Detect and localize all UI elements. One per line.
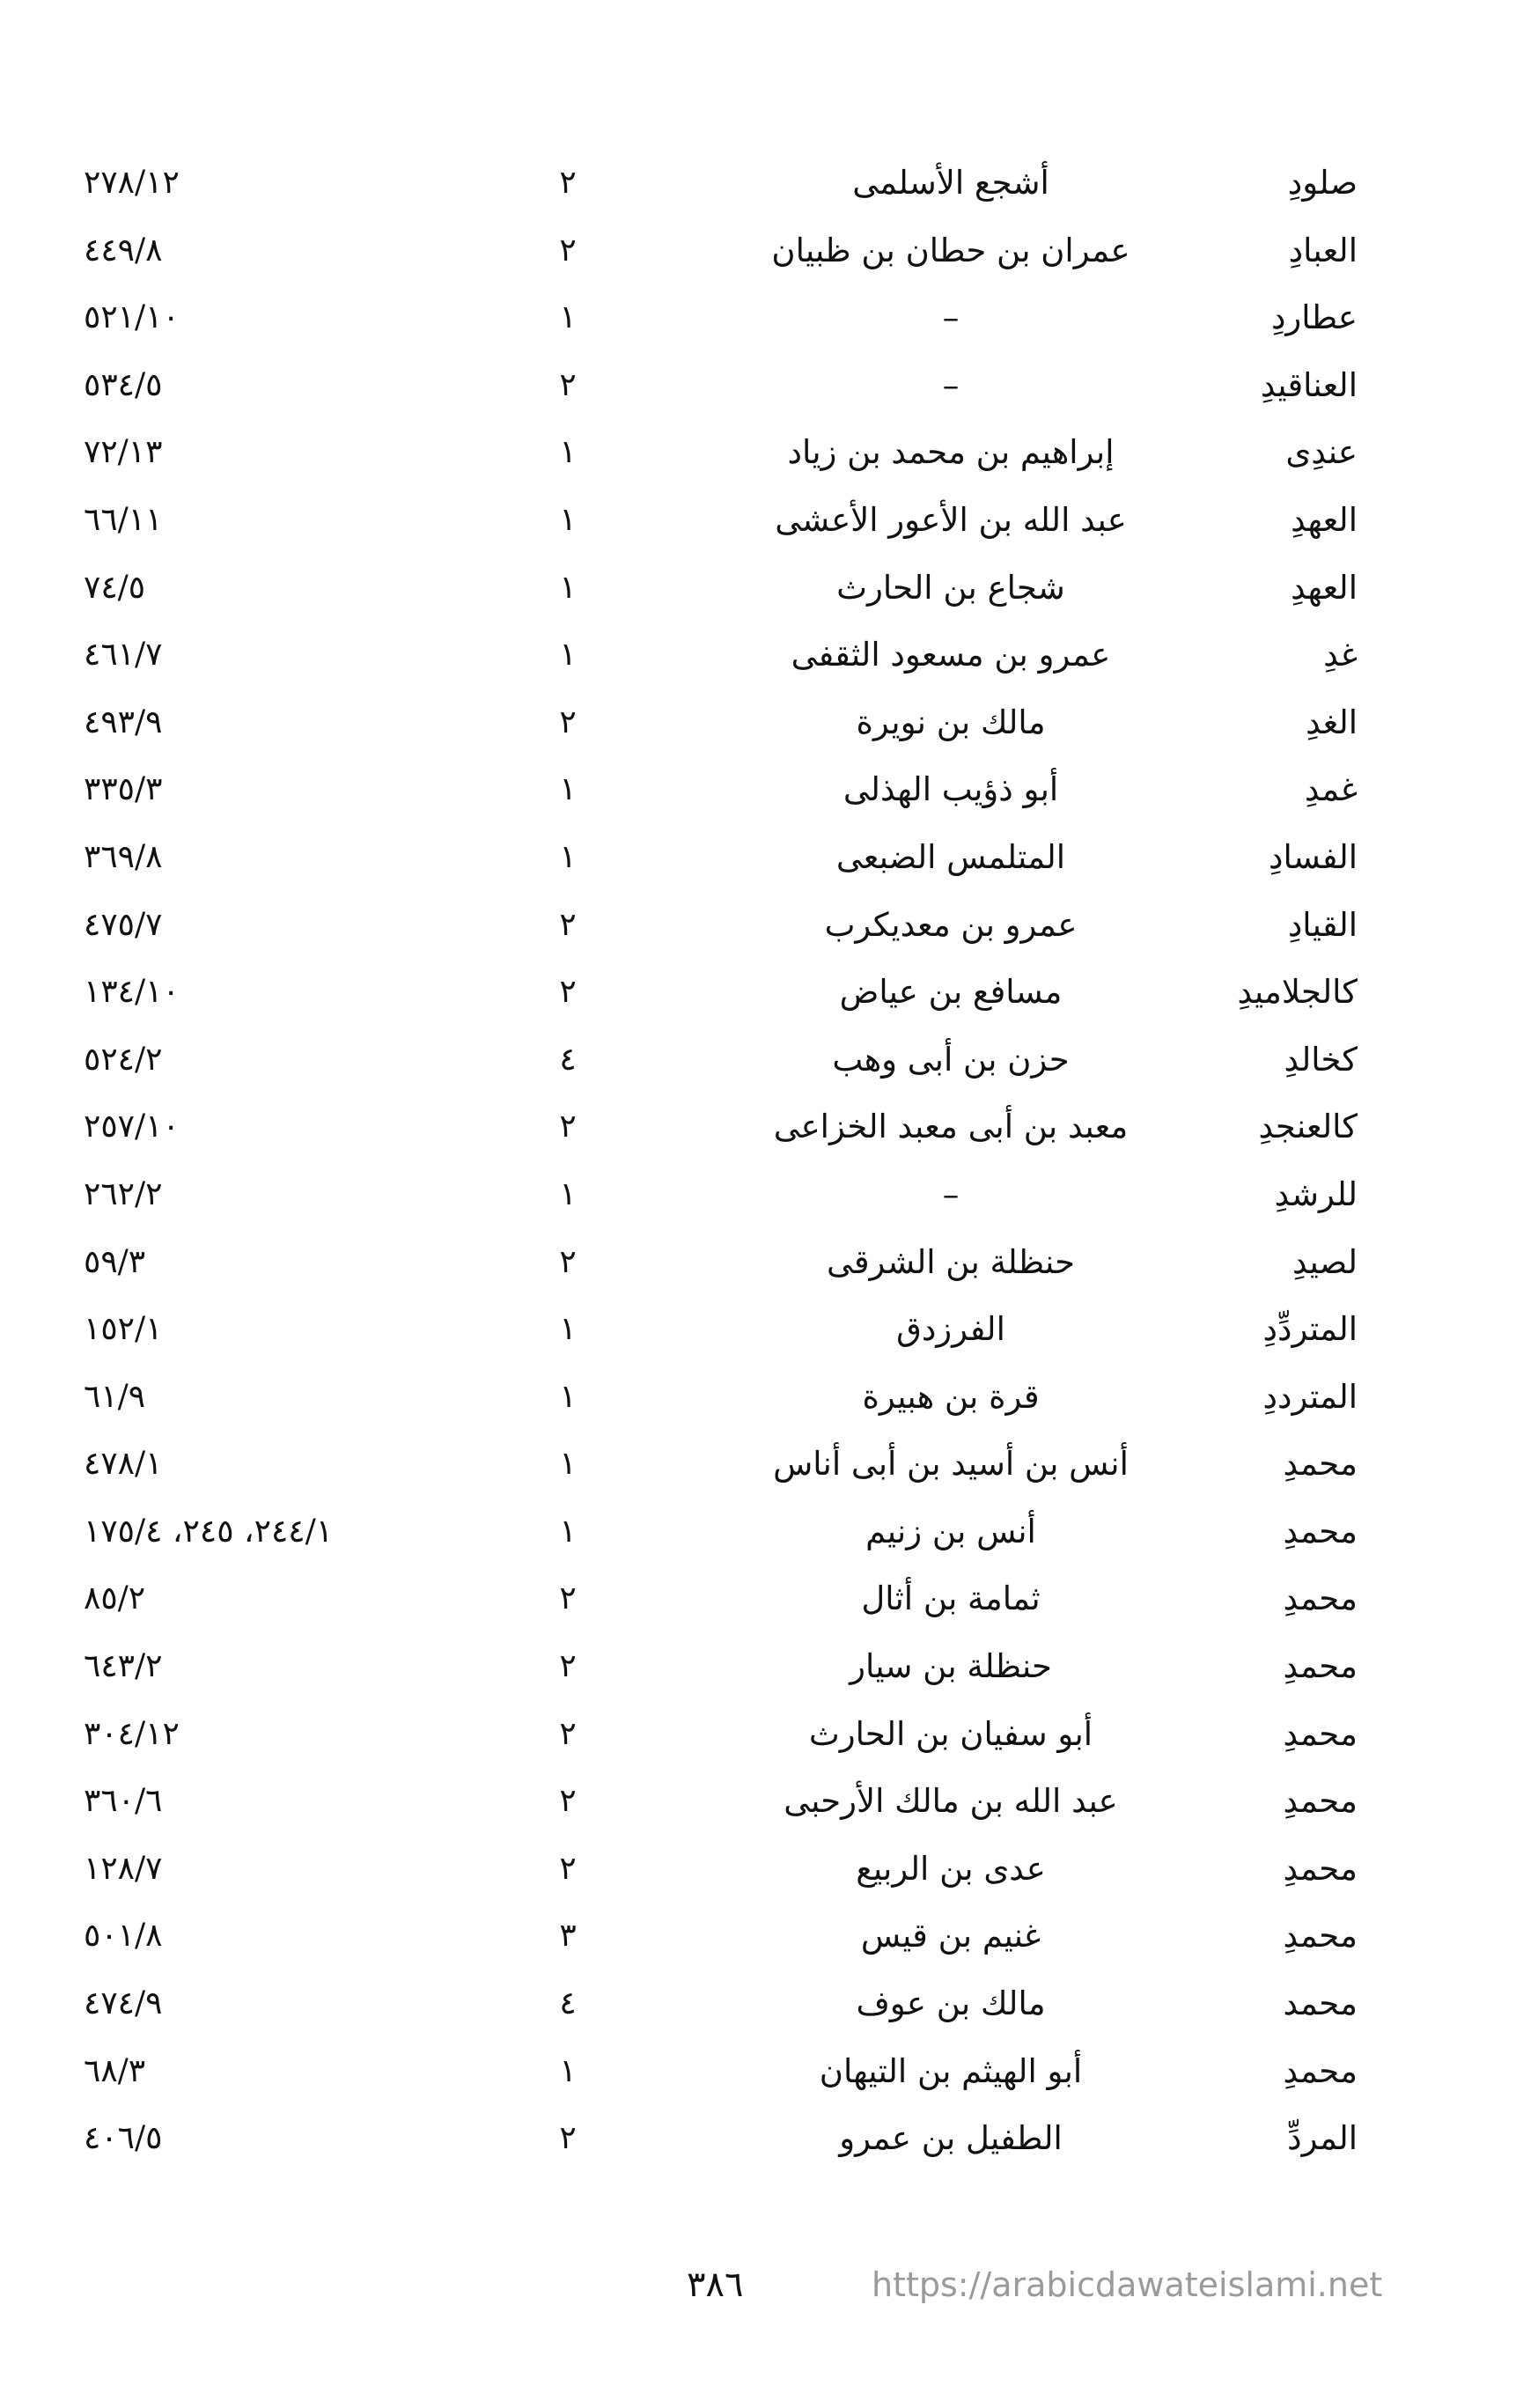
poet-cell bbox=[678, 1768, 1224, 1836]
rhyme-cell bbox=[1217, 1836, 1358, 1904]
rhyme-cell-text: المردِّ bbox=[1287, 2119, 1358, 2158]
verse-count-cell-text: ٢ bbox=[559, 1783, 577, 1820]
verse-count-cell-text: ٢ bbox=[559, 1648, 577, 1685]
rhyme-cell bbox=[1217, 892, 1358, 960]
poet-cell-text: المتلمس الضبعى bbox=[835, 837, 1066, 876]
poet-cell-text: قرة بن هبيرة bbox=[862, 1377, 1040, 1416]
verse-count-cell-text: ٣ bbox=[559, 1918, 577, 1955]
verse-count-cell-text: ٢ bbox=[559, 232, 577, 269]
poet-cell-text: الطفيل بن عمرو bbox=[839, 2119, 1063, 2158]
reference-cell-text: ٤٩٣/٩ bbox=[84, 703, 163, 740]
rhyme-cell bbox=[1217, 1161, 1358, 1229]
reference-cell-text: ٤٤٩/٨ bbox=[84, 232, 163, 269]
table-row bbox=[0, 1970, 1538, 2038]
reference-cell bbox=[84, 1296, 471, 1364]
poet-cell-text: معبد بن أبى معبد الخزاعى bbox=[773, 1108, 1129, 1146]
verse-count-cell-text: ٢ bbox=[559, 165, 577, 201]
table-row bbox=[0, 284, 1538, 352]
table-row bbox=[0, 1027, 1538, 1094]
reference-cell bbox=[84, 689, 471, 757]
reference-cell bbox=[84, 352, 471, 420]
table-row bbox=[0, 1768, 1538, 1836]
rhyme-cell-text: محمدِ bbox=[1283, 1445, 1358, 1484]
reference-cell-text: ٢٧٨/١٢ bbox=[84, 165, 180, 201]
poet-cell bbox=[678, 1094, 1224, 1161]
poet-cell bbox=[678, 1027, 1224, 1094]
verse-count-cell bbox=[528, 1229, 607, 1297]
table-row bbox=[0, 2038, 1538, 2106]
rhyme-cell-text: العبادِ bbox=[1288, 231, 1358, 269]
rhyme-cell-text: محمدِ bbox=[1283, 1849, 1358, 1888]
poet-cell bbox=[678, 1633, 1224, 1701]
poet-cell bbox=[678, 1970, 1224, 2038]
poet-cell-text: أبو ذؤيب الهذلى bbox=[843, 770, 1059, 809]
rhyme-cell-text: كالجلاميدِ bbox=[1237, 973, 1358, 1012]
poet-cell bbox=[678, 1836, 1224, 1904]
verse-count-cell bbox=[528, 419, 607, 487]
table-row bbox=[0, 555, 1538, 622]
reference-cell-text: ٥٣٤/٥ bbox=[84, 366, 163, 403]
verse-count-cell-text: ١ bbox=[559, 1311, 577, 1348]
poet-cell-text: الفرزدق bbox=[896, 1310, 1005, 1349]
table-row bbox=[0, 1094, 1538, 1161]
poet-cell-text: أنس بن أسيد بن أبى أناس bbox=[773, 1445, 1129, 1484]
rhyme-cell-text: لصيدِ bbox=[1292, 1242, 1358, 1281]
poet-cell-text: – bbox=[942, 365, 960, 404]
verse-count-cell-text: ٢ bbox=[559, 703, 577, 740]
reference-cell-text: ١٥٢/١ bbox=[84, 1311, 163, 1348]
reference-cell-text: ٥٠١/٨ bbox=[84, 1918, 163, 1955]
reference-cell-text: ٦٤٣/٢ bbox=[84, 1648, 163, 1685]
reference-cell-text: ١٣٤/١٠ bbox=[84, 974, 180, 1011]
poet-cell-text: عبد الله بن مالك الأرحبى bbox=[784, 1782, 1118, 1821]
poet-cell bbox=[678, 419, 1224, 487]
reference-cell bbox=[84, 1903, 471, 1970]
verse-count-cell-text: ٤ bbox=[559, 1041, 577, 1078]
verse-count-cell bbox=[528, 2105, 607, 2173]
reference-cell-text: ٥٢٤/٢ bbox=[84, 1041, 163, 1078]
rhyme-cell-text: محمدِ bbox=[1283, 1917, 1358, 1955]
reference-cell bbox=[84, 1094, 471, 1161]
verse-count-cell bbox=[528, 1499, 607, 1566]
poet-cell bbox=[678, 689, 1224, 757]
table-row bbox=[0, 150, 1538, 217]
poet-cell bbox=[678, 1296, 1224, 1364]
rhyme-cell-text: محمد bbox=[1283, 1985, 1358, 2023]
poet-cell bbox=[678, 622, 1224, 689]
rhyme-cell bbox=[1217, 1565, 1358, 1633]
verse-count-cell-text: ٢ bbox=[559, 1850, 577, 1887]
verse-count-cell-text: ٢ bbox=[559, 974, 577, 1011]
poet-cell-text: مسافع بن عياض bbox=[839, 973, 1063, 1012]
rhyme-cell-text: محمدِ bbox=[1283, 1580, 1358, 1618]
verse-count-cell-text: ١ bbox=[559, 1446, 577, 1483]
verse-count-cell-text: ١ bbox=[559, 1513, 577, 1550]
verse-count-cell bbox=[528, 1701, 607, 1769]
poet-cell bbox=[678, 1565, 1224, 1633]
reference-cell bbox=[84, 487, 471, 555]
poet-cell bbox=[678, 2038, 1224, 2106]
poet-cell bbox=[678, 1431, 1224, 1499]
table-row bbox=[0, 1701, 1538, 1769]
rhyme-cell bbox=[1217, 1499, 1358, 1566]
table-row bbox=[0, 892, 1538, 960]
watermark-url: https://arabicdawateislami.net bbox=[872, 2265, 1383, 2304]
poet-cell-text: أنس بن زنيم bbox=[865, 1512, 1036, 1550]
reference-cell-text: ٣٣٥/٣ bbox=[84, 771, 163, 808]
poet-cell-text: حنظلة بن الشرقى bbox=[827, 1242, 1075, 1281]
table-row bbox=[0, 689, 1538, 757]
poet-cell-text: إبراهيم بن محمد بن زياد bbox=[787, 433, 1115, 472]
rhyme-cell bbox=[1217, 1229, 1358, 1297]
poet-cell-text: شجاع بن الحارث bbox=[836, 568, 1065, 607]
table-row bbox=[0, 756, 1538, 824]
verse-count-cell bbox=[528, 150, 607, 217]
verse-count-cell-text: ١ bbox=[559, 637, 577, 674]
poet-cell-text: أشجع الأسلمى bbox=[852, 164, 1049, 202]
poet-cell-text: أبو سفيان بن الحارث bbox=[808, 1714, 1093, 1753]
verse-count-cell-text: ١ bbox=[559, 1175, 577, 1212]
rhyme-cell-text: محمدِ bbox=[1283, 1714, 1358, 1753]
poet-cell-text: ثمامة بن أثال bbox=[861, 1580, 1041, 1618]
table-row bbox=[0, 419, 1538, 487]
verse-count-cell bbox=[528, 1364, 607, 1432]
rhyme-cell bbox=[1217, 756, 1358, 824]
poet-cell-text: غنيم بن قيس bbox=[860, 1917, 1041, 1955]
reference-cell-text: ٧٢/١٣ bbox=[84, 434, 163, 471]
poet-cell bbox=[678, 1364, 1224, 1432]
page-footer bbox=[0, 2254, 1538, 2316]
rhyme-cell-text: محمدِ bbox=[1283, 1512, 1358, 1550]
reference-cell bbox=[84, 1027, 471, 1094]
rhyme-cell bbox=[1217, 352, 1358, 420]
reference-cell-text: ١٢٨/٧ bbox=[84, 1850, 163, 1887]
reference-cell bbox=[84, 1229, 471, 1297]
verse-count-cell-text: ٤ bbox=[559, 1985, 577, 2022]
poet-cell-text: عدى بن الربيع bbox=[856, 1849, 1046, 1888]
poet-cell bbox=[678, 1701, 1224, 1769]
table-row bbox=[0, 1296, 1538, 1364]
reference-cell-text: ٦٦/١١ bbox=[84, 501, 163, 538]
poet-cell bbox=[678, 555, 1224, 622]
table-row bbox=[0, 1161, 1538, 1229]
verse-count-cell-text: ٢ bbox=[559, 2120, 577, 2157]
verse-count-cell-text: ١ bbox=[559, 434, 577, 471]
reference-cell-text: ٦١/٩ bbox=[84, 1378, 146, 1415]
reference-cell-text: ٤٦١/٧ bbox=[84, 637, 163, 674]
rhyme-cell bbox=[1217, 2038, 1358, 2106]
verse-count-cell-text: ١ bbox=[559, 838, 577, 875]
rhyme-cell bbox=[1217, 1903, 1358, 1970]
poet-cell bbox=[678, 892, 1224, 960]
reference-cell bbox=[84, 555, 471, 622]
table-row bbox=[0, 1633, 1538, 1701]
rhyme-cell bbox=[1217, 419, 1358, 487]
rhyme-cell bbox=[1217, 1296, 1358, 1364]
table-row bbox=[0, 622, 1538, 689]
verse-count-cell bbox=[528, 1768, 607, 1836]
verse-count-cell-text: ١ bbox=[559, 2052, 577, 2089]
verse-count-cell bbox=[528, 487, 607, 555]
reference-cell-text: ٣٦٠/٦ bbox=[84, 1783, 163, 1820]
table-row bbox=[0, 487, 1538, 555]
verse-count-cell-text: ٢ bbox=[559, 906, 577, 943]
verse-count-cell bbox=[528, 689, 607, 757]
verse-count-cell bbox=[528, 1094, 607, 1161]
verse-count-cell bbox=[528, 1903, 607, 1970]
verse-count-cell bbox=[528, 2038, 607, 2106]
rhyme-cell bbox=[1217, 622, 1358, 689]
verse-count-cell-text: ١ bbox=[559, 501, 577, 538]
verse-count-cell bbox=[528, 1161, 607, 1229]
reference-cell bbox=[84, 1768, 471, 1836]
reference-cell-text: ٥٩/٣ bbox=[84, 1243, 146, 1280]
verse-count-cell bbox=[528, 959, 607, 1027]
verse-count-cell-text: ٢ bbox=[559, 1243, 577, 1280]
table-row bbox=[0, 824, 1538, 892]
verse-count-cell-text: ١ bbox=[559, 771, 577, 808]
rhyme-cell bbox=[1217, 1094, 1358, 1161]
verse-count-cell bbox=[528, 892, 607, 960]
reference-cell-text: ٢٦٢/٢ bbox=[84, 1175, 163, 1212]
reference-cell bbox=[84, 824, 471, 892]
rhyme-cell-text: الفسادِ bbox=[1268, 837, 1358, 876]
verse-count-cell bbox=[528, 1027, 607, 1094]
poet-cell-text: أبو الهيثم بن التيهان bbox=[819, 2051, 1083, 2090]
verse-count-cell bbox=[528, 1431, 607, 1499]
table-row bbox=[0, 2105, 1538, 2173]
rhyme-cell-text: محمدِ bbox=[1283, 2051, 1358, 2090]
table-row bbox=[0, 352, 1538, 420]
reference-cell-text: ٥٢١/١٠ bbox=[84, 299, 180, 336]
rhyme-cell bbox=[1217, 824, 1358, 892]
poet-cell bbox=[678, 1903, 1224, 1970]
poet-cell bbox=[678, 959, 1224, 1027]
poet-cell-text: حزن بن أبى وهب bbox=[832, 1040, 1070, 1079]
verse-count-cell-text: ١ bbox=[559, 299, 577, 336]
reference-cell-text: ٢٥٧/١٠ bbox=[84, 1108, 180, 1145]
reference-cell bbox=[84, 419, 471, 487]
verse-count-cell bbox=[528, 1633, 607, 1701]
rhyme-cell-text: المترددِ bbox=[1262, 1377, 1358, 1416]
poet-cell-text: – bbox=[942, 1175, 960, 1213]
reference-cell bbox=[84, 892, 471, 960]
poet-cell bbox=[678, 824, 1224, 892]
verse-count-cell bbox=[528, 352, 607, 420]
reference-cell bbox=[84, 217, 471, 285]
rhyme-cell bbox=[1217, 1768, 1358, 1836]
rhyme-cell bbox=[1217, 555, 1358, 622]
reference-cell-text: ٦٨/٣ bbox=[84, 2052, 146, 2089]
rhyme-cell bbox=[1217, 150, 1358, 217]
rhyme-cell bbox=[1217, 1364, 1358, 1432]
rhyme-cell-text: للرشدِ bbox=[1274, 1175, 1358, 1213]
rhyme-cell-text: غدِ bbox=[1323, 636, 1358, 674]
poet-cell-text: عبد الله بن الأعور الأعشى bbox=[775, 500, 1127, 539]
rhyme-cell-text: عطاردِ bbox=[1270, 298, 1358, 337]
verse-count-cell-text: ٢ bbox=[559, 1715, 577, 1752]
poet-cell-text: مالك بن عوف bbox=[856, 1985, 1046, 2023]
reference-cell bbox=[84, 622, 471, 689]
rhyme-cell bbox=[1217, 1633, 1358, 1701]
poet-cell-text: عمران بن حطان بن ظبيان bbox=[771, 231, 1130, 269]
rhyme-cell-text: عندِى bbox=[1285, 433, 1358, 472]
poet-cell bbox=[678, 487, 1224, 555]
poet-cell-text: – bbox=[942, 298, 960, 337]
reference-cell bbox=[84, 959, 471, 1027]
rhyme-cell bbox=[1217, 959, 1358, 1027]
reference-cell bbox=[84, 756, 471, 824]
table-row bbox=[0, 1499, 1538, 1566]
verse-count-cell-text: ١ bbox=[559, 569, 577, 606]
verse-count-cell bbox=[528, 284, 607, 352]
poet-cell bbox=[678, 1499, 1224, 1566]
reference-cell bbox=[84, 1565, 471, 1633]
rhyme-cell bbox=[1217, 1027, 1358, 1094]
reference-cell bbox=[84, 1633, 471, 1701]
reference-cell bbox=[84, 2038, 471, 2106]
poet-cell-text: حنظلة بن سيار bbox=[850, 1647, 1052, 1686]
poet-cell-text: عمرو بن مسعود الثقفى bbox=[791, 636, 1111, 674]
verse-count-cell bbox=[528, 555, 607, 622]
reference-cell-text: ٤٠٦/٥ bbox=[84, 2120, 163, 2157]
verse-count-cell-text: ٢ bbox=[559, 366, 577, 403]
poet-cell bbox=[678, 217, 1224, 285]
rhyme-cell-text: كالعنجدِ bbox=[1258, 1108, 1358, 1146]
reference-cell bbox=[84, 1161, 471, 1229]
reference-cell-text: ٣٠٤/١٢ bbox=[84, 1715, 180, 1752]
rhyme-cell bbox=[1217, 689, 1358, 757]
reference-cell-text: ٧٤/٥ bbox=[84, 569, 146, 606]
reference-cell-text: ٣٦٩/٨ bbox=[84, 838, 163, 875]
verse-count-cell bbox=[528, 1836, 607, 1904]
poet-cell bbox=[678, 1161, 1224, 1229]
poet-cell bbox=[678, 756, 1224, 824]
reference-cell-text: ٤٧٤/٩ bbox=[84, 1985, 163, 2022]
poet-cell bbox=[678, 1229, 1224, 1297]
rhyme-cell-text: الغدِ bbox=[1306, 703, 1358, 741]
rhyme-cell-text: كخالدِ bbox=[1284, 1040, 1358, 1079]
table-row bbox=[0, 1565, 1538, 1633]
reference-cell bbox=[84, 1431, 471, 1499]
poet-cell bbox=[678, 150, 1224, 217]
verse-count-cell-text: ١ bbox=[559, 1378, 577, 1415]
rhyme-cell-text: محمدِ bbox=[1283, 1782, 1358, 1821]
poet-cell bbox=[678, 2105, 1224, 2173]
rhyme-cell-text: العناقيدِ bbox=[1260, 365, 1358, 404]
rhyme-cell-text: محمدِ bbox=[1283, 1647, 1358, 1686]
poet-cell bbox=[678, 352, 1224, 420]
rhyme-cell-text: القيادِ bbox=[1287, 905, 1358, 944]
table-row bbox=[0, 1836, 1538, 1904]
table-row bbox=[0, 217, 1538, 285]
rhyme-cell-text: العهدِ bbox=[1291, 568, 1358, 607]
reference-cell-text: ٨٥/٢ bbox=[84, 1580, 146, 1617]
reference-cell-text: ٤٧٥/٧ bbox=[84, 906, 163, 943]
table-row bbox=[0, 959, 1538, 1027]
verse-count-cell bbox=[528, 1565, 607, 1633]
rhyme-cell-text: العهدِ bbox=[1291, 500, 1358, 539]
reference-cell bbox=[84, 1499, 471, 1566]
verse-count-cell bbox=[528, 756, 607, 824]
verse-count-cell-text: ٢ bbox=[559, 1108, 577, 1145]
rhyme-cell bbox=[1217, 284, 1358, 352]
reference-cell bbox=[84, 1970, 471, 2038]
rhyme-cell bbox=[1217, 1970, 1358, 2038]
verse-count-cell bbox=[528, 824, 607, 892]
reference-cell bbox=[84, 150, 471, 217]
rhyme-cell-text: غمدِ bbox=[1304, 770, 1358, 809]
page-number: ٣٨٦ bbox=[687, 2264, 744, 2305]
reference-cell bbox=[84, 1836, 471, 1904]
reference-cell bbox=[84, 1364, 471, 1432]
rhyme-cell bbox=[1217, 217, 1358, 285]
rhyme-cell bbox=[1217, 1431, 1358, 1499]
verse-count-cell bbox=[528, 1970, 607, 2038]
rhyme-cell bbox=[1217, 2105, 1358, 2173]
verse-count-cell bbox=[528, 622, 607, 689]
rhyme-cell bbox=[1217, 487, 1358, 555]
verse-count-cell bbox=[528, 217, 607, 285]
reference-cell-text: ٤٧٨/١ bbox=[84, 1446, 163, 1483]
rhyme-cell bbox=[1217, 1701, 1358, 1769]
reference-cell-text: ٢٤٤/١، ٢٤٥، ١٧٥/٤ bbox=[84, 1513, 334, 1550]
reference-cell bbox=[84, 284, 471, 352]
poet-cell-text: عمرو بن معديكرب bbox=[824, 905, 1078, 944]
table-row bbox=[0, 1229, 1538, 1297]
rhyme-cell-text: صلودِ bbox=[1287, 164, 1358, 202]
poet-cell bbox=[678, 284, 1224, 352]
reference-cell bbox=[84, 1701, 471, 1769]
verse-count-cell bbox=[528, 1296, 607, 1364]
table-row bbox=[0, 1903, 1538, 1970]
table-row bbox=[0, 1364, 1538, 1432]
reference-cell bbox=[84, 2105, 471, 2173]
poet-cell-text: مالك بن نويرة bbox=[856, 703, 1046, 741]
table-row bbox=[0, 1431, 1538, 1499]
rhyme-cell-text: المتردِّدِ bbox=[1262, 1310, 1358, 1349]
verse-count-cell-text: ٢ bbox=[559, 1580, 577, 1617]
index-table bbox=[0, 150, 1538, 2173]
